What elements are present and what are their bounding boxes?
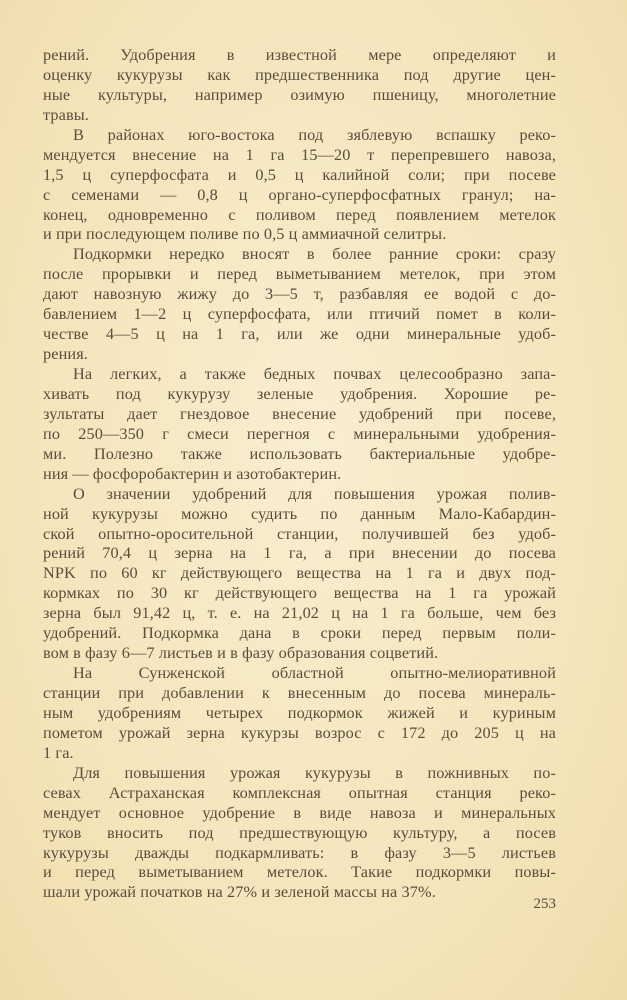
text-line: севах Астраханская комплексная опытная станция реко-	[43, 782, 556, 802]
text-line: NPK по 60 кг действующего вещества на 1 га и двух под-	[43, 563, 556, 583]
text-line: кормках по 30 кг действующего вещества на 1 га урожай	[43, 583, 556, 603]
text-line: ской опытно-оросительной станции, получившей без удоб-	[43, 523, 556, 543]
text-line: О значении удобрений для повышения урожая полив-	[73, 483, 556, 503]
text-line: 1,5 ц суперфосфата и 0,5 ц калийной соли; при посеве	[43, 164, 556, 184]
text-line: туков вносить под предшествующую культуру, а посев	[43, 822, 556, 842]
text-line: ной кукурузы можно судить по данным Мало-Кабардин-	[43, 503, 556, 523]
text-line: зультаты дает гнездовое внесение удобрений при посеве,	[43, 403, 556, 423]
text-line: рений 70,4 ц зерна на 1 га, а при внесении до посева	[43, 543, 556, 563]
text-line: рения.	[43, 344, 88, 364]
text-line: мендуется внесение на 1 га 15—20 т перепревшего навоза,	[43, 144, 556, 164]
text-line: ным удобрениям четырех подкормок жижей и куриным	[43, 702, 556, 722]
text-line: вом в фазу 6—7 листьев и в фазу образования соцветий.	[43, 643, 439, 663]
text-line: 1 га.	[43, 742, 74, 762]
paragraph	[43, 663, 556, 763]
paragraph	[43, 45, 556, 125]
text-line: станции при добавлении к внесенным до посева минераль-	[43, 683, 556, 702]
text-line: мендует основное удобрение в виде навоза и минеральных	[43, 802, 556, 822]
page-body-text	[43, 45, 556, 902]
text-line: На легких, а также бедных почвах целесообразно запа-	[73, 364, 556, 383]
text-line: ми. Полезно также использовать бактериальные удобре-	[43, 443, 556, 463]
text-line: конец, одновременно с поливом перед появлением метелок	[43, 204, 556, 224]
paragraph	[43, 763, 556, 903]
text-line: зерна был 91,42 ц, т. е. на 21,02 ц на 1 га больше, чем без	[43, 603, 556, 623]
paragraph	[43, 484, 556, 663]
text-line: кукурузы дважды подкармливать: в фазу 3—5 листьев	[43, 842, 556, 862]
text-line: На Сунженской областной опытно-мелиоративной	[73, 663, 556, 683]
text-line: оценку кукурузы как предшественника под другие цен-	[43, 64, 556, 84]
paragraph	[43, 244, 556, 364]
text-line: честве 4—5 ц на 1 га, или же одни минеральные удоб-	[43, 324, 556, 344]
text-line: хивать под кукурузу зеленые удобрения. Хорошие ре-	[43, 383, 556, 403]
text-line: дают навозную жижу до 3—5 т, разбавляя ее водой с до-	[43, 284, 556, 304]
text-line: по 250—350 г смеси перегноя с минеральными удобрения-	[43, 423, 556, 443]
text-line: Для повышения урожая кукурузы в пожнивных по-	[73, 762, 556, 782]
text-line: с семенами — 0,8 ц органо-суперфосфатных гранул; на-	[43, 184, 556, 204]
text-line: ные культуры, например озимую пшеницу, многолетние	[43, 84, 556, 104]
paragraph	[43, 364, 556, 484]
paragraph	[43, 125, 556, 245]
text-line: после прорывки и перед выметыванием метелок, при этом	[43, 264, 556, 284]
text-line: ния — фосфоробактерин и азотобактерин.	[43, 463, 342, 483]
text-line: и перед выметыванием метелок. Такие подкормки повы-	[43, 862, 556, 882]
text-line: бавлением 1—2 ц суперфосфата, или птичий помет в коли-	[43, 304, 556, 324]
text-line: удобрений. Подкормка дана в сроки перед первым поли-	[43, 623, 556, 643]
text-line: травы.	[43, 104, 89, 124]
text-line: пометом урожай зерна кукурзы возрос с 172 до 205 ц на	[43, 722, 556, 742]
text-line: шали урожай початков на 27% и зеленой массы на 37%.	[43, 882, 436, 902]
text-line: Подкормки нередко вносят в более ранние сроки: сразу	[73, 244, 556, 264]
text-line: В районах юго-востока под зяблевую вспашку реко-	[73, 124, 556, 144]
page-number: 253	[533, 896, 556, 912]
text-line: рений. Удобрения в известной мере определяют и	[43, 45, 556, 64]
text-line: и при последующем поливе по 0,5 ц аммиачной селитры.	[43, 224, 447, 244]
